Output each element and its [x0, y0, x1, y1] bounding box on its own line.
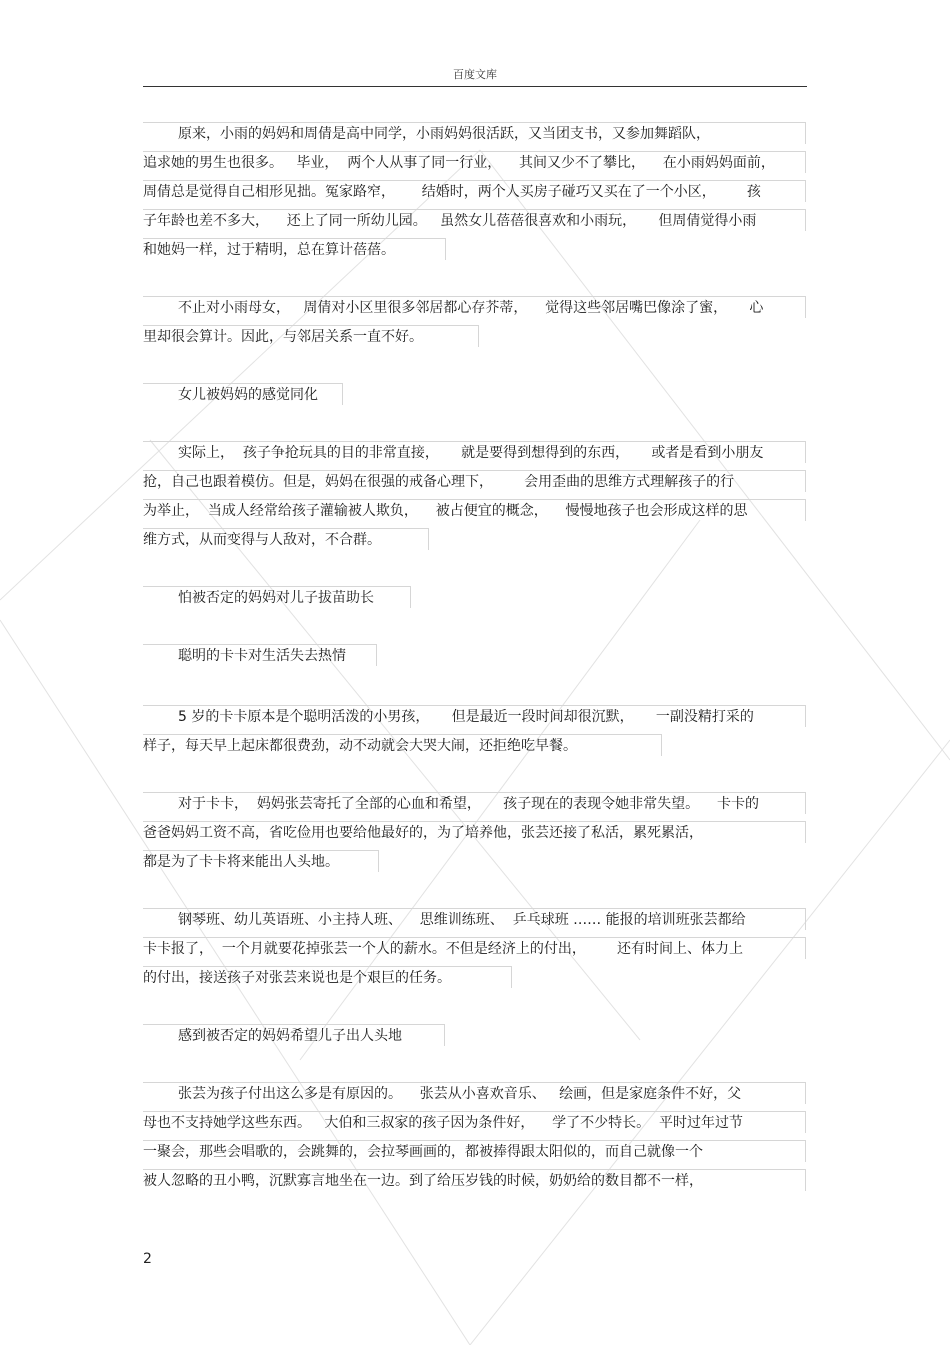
text-line: 母也不支持她学这些东西。 大伯和三叔家的孩子因为条件好， 学了不少特长。 平时过年过节: [143, 1111, 806, 1133]
text-line: 聪明的卡卡对生活失去热情: [143, 644, 377, 666]
text-line: 维方式，从而变得与人敌对，不合群。: [143, 528, 429, 550]
text-line: 样子，每天早上起床都很费劲，动不动就会大哭大闹，还拒绝吃早餐。: [143, 734, 662, 756]
text-line: 实际上， 孩子争抢玩具的目的非常直接， 就是要得到想得到的东西， 或者是看到小朋友: [143, 441, 806, 463]
text-line: 里却很会算计。因此，与邻居关系一直不好。: [143, 325, 479, 347]
text-line: 5 岁的卡卡原本是个聪明活泼的小男孩， 但是最近一段时间却很沉默， 一副没精打采的: [143, 705, 806, 727]
text-line: 被人忽略的丑小鸭，沉默寡言地坐在一边。到了给压岁钱的时候，奶奶给的数目都不一样，: [143, 1169, 806, 1191]
text-line: 和她妈一样，过于精明，总在算计蓓蓓。: [143, 238, 446, 260]
text-line: 女儿被妈妈的感觉同化: [143, 383, 343, 405]
text-line: 子年龄也差不多大， 还上了同一所幼儿园。 虽然女儿蓓蓓很喜欢和小雨玩， 但周倩觉得小雨: [143, 209, 806, 231]
text-line: 怕被否定的妈妈对儿子拔苗助长: [143, 586, 411, 608]
text-line: 追求她的男生也很多。 毕业， 两个人从事了同一行业， 其间又少不了攀比， 在小雨妈妈面前，: [143, 151, 806, 173]
text-line: 抢，自己也跟着模仿。但是，妈妈在很强的戒备心理下， 会用歪曲的思维方式理解孩子的行: [143, 470, 806, 492]
text-line: 爸爸妈妈工资不高，省吃俭用也要给他最好的，为了培养他，张芸还接了私活，累死累活，: [143, 821, 806, 843]
text-line: 为举止， 当成人经常给孩子灌输被人欺负， 被占便宜的概念， 慢慢地孩子也会形成这样的思: [143, 499, 806, 521]
text-line: 原来，小雨的妈妈和周倩是高中同学，小雨妈妈很活跃，又当团支书，又参加舞蹈队，: [143, 122, 806, 144]
text-line: 的付出，接送孩子对张芸来说也是个艰巨的任务。: [143, 966, 512, 988]
text-line: 一聚会，那些会唱歌的，会跳舞的，会拉琴画画的，都被捧得跟太阳似的，而自己就像一个: [143, 1140, 806, 1162]
page-number: 2: [143, 1251, 152, 1267]
text-line: 钢琴班、幼儿英语班、小主持人班、 思维训练班、 乒乓球班 …… 能报的培训班张芸都给: [143, 908, 806, 930]
text-line: 对于卡卡， 妈妈张芸寄托了全部的心血和希望， 孩子现在的表现令她非常失望。 卡卡的: [143, 792, 806, 814]
text-line: 卡卡报了， 一个月就要花掉张芸一个人的薪水。不但是经济上的付出， 还有时间上、体力上: [143, 937, 806, 959]
header-divider: [143, 86, 807, 87]
text-line: 都是为了卡卡将来能出人头地。: [143, 850, 379, 872]
text-line: 感到被否定的妈妈希望儿子出人头地: [143, 1024, 445, 1046]
page-header-title: 百度文库: [453, 68, 497, 81]
text-line: 不止对小雨母女， 周倩对小区里很多邻居都心存芥蒂， 觉得这些邻居嘴巴像涂了蜜， 心: [143, 296, 806, 318]
text-line: 周倩总是觉得自己相形见拙。冤家路窄， 结婚时，两个人买房子碰巧又买在了一个小区， 孩: [143, 180, 806, 202]
text-line: 张芸为孩子付出这么多是有原因的。 张芸从小喜欢音乐、 绘画，但是家庭条件不好，父: [143, 1082, 806, 1104]
